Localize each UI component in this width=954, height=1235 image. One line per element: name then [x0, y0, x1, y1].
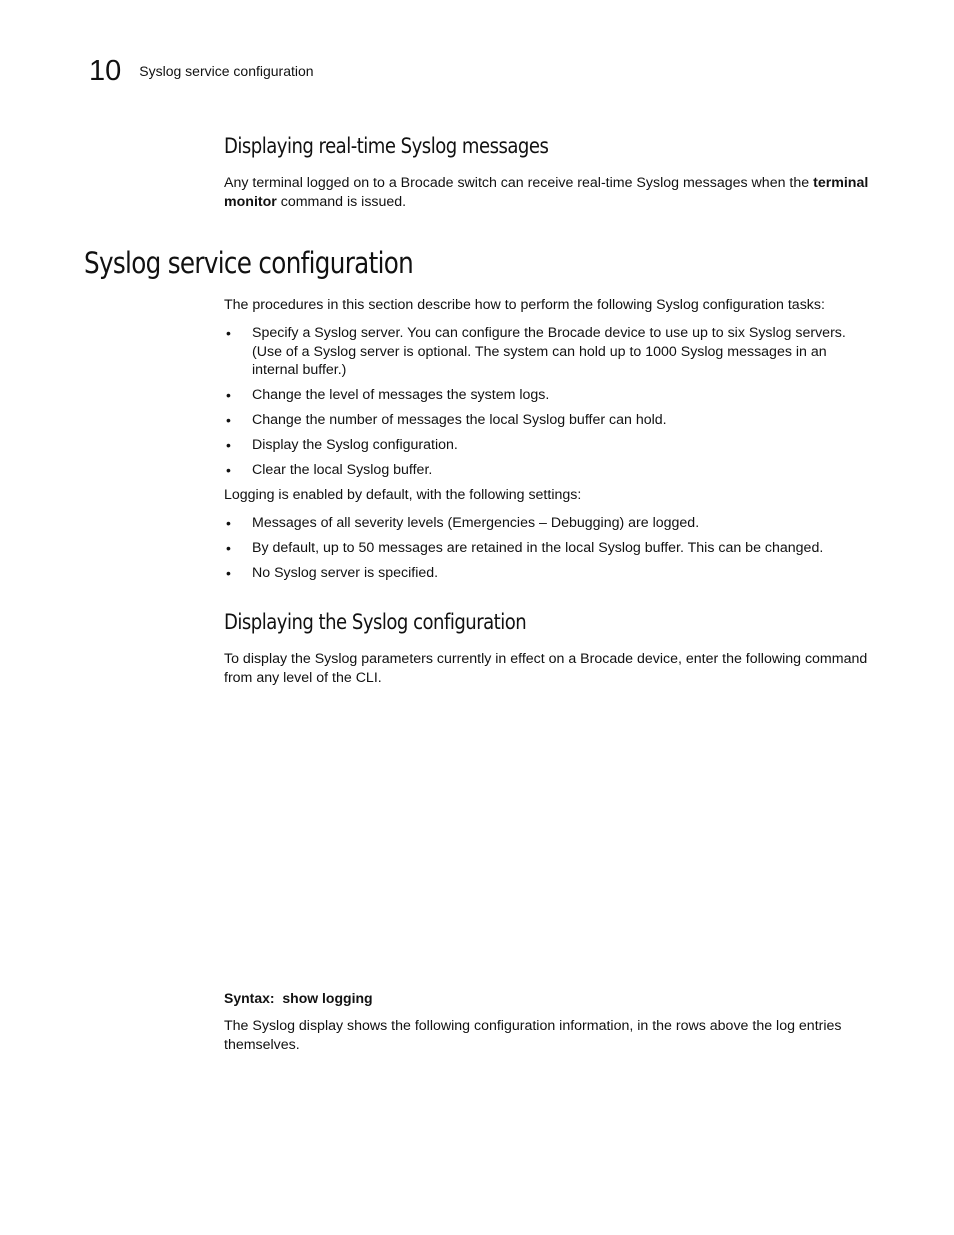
default-setting-item-text: No Syslog server is specified.	[252, 564, 439, 581]
bullet-icon: •	[226, 325, 231, 341]
bullet-icon: •	[226, 539, 231, 556]
task-list-item	[224, 436, 869, 455]
task-list-item-text: Clear the local Syslog buffer.	[252, 462, 433, 479]
syntax-show-logging: Syntax: show logging	[224, 990, 373, 1006]
paragraph-syslog-display-description: The Syslog display shows the following configuration information, in the rows above the log entries themselves.	[224, 1018, 842, 1053]
running-header	[89, 54, 314, 88]
task-list-item-text: Change the number of messages the local Syslog buffer can hold.	[252, 412, 667, 429]
defaults-list	[224, 514, 869, 589]
realtime-text-before: Any terminal logged on to a Brocade switch can receive real-time Syslog messages when the	[224, 175, 814, 191]
heading-realtime-syslog: Displaying real-time Syslog messages	[224, 134, 549, 158]
task-list-item	[224, 324, 869, 380]
bullet-icon: •	[226, 412, 231, 429]
heading-syslog-service-configuration: Syslog service configuration	[84, 246, 414, 280]
heading-displaying-syslog-configuration: Displaying the Syslog configuration	[224, 610, 527, 634]
task-list-item	[224, 386, 869, 405]
paragraph-display-intro: To display the Syslog parameters currently in effect on a Brocade device, enter the following command from any level of the CLI.	[224, 651, 868, 686]
task-list-item	[224, 461, 869, 480]
chapter-number: 10	[89, 55, 122, 87]
task-list-item-text: Change the level of messages the system logs.	[252, 387, 550, 404]
task-list-item	[224, 411, 869, 430]
running-title: Syslog service configuration	[139, 63, 314, 79]
task-list-item-text: Display the Syslog configuration.	[252, 437, 458, 454]
default-setting-item	[224, 539, 869, 558]
bullet-icon: •	[226, 387, 231, 404]
bullet-icon: •	[226, 462, 231, 479]
default-setting-item-text: By default, up to 50 messages are retained in the local Syslog buffer. This can be changed.	[252, 539, 824, 556]
default-setting-item-text: Messages of all severity levels (Emergencies – Debugging) are logged.	[252, 515, 700, 531]
paragraph-realtime-syslog	[224, 174, 874, 211]
paragraph-defaults-intro: Logging is enabled by default, with the following settings:	[224, 487, 582, 503]
bullet-icon: •	[226, 515, 231, 531]
task-list	[224, 324, 869, 486]
default-setting-item	[224, 564, 869, 583]
bullet-icon: •	[226, 437, 231, 454]
command-terminal-monitor: terminal monitor	[224, 175, 869, 210]
default-setting-item	[224, 514, 869, 533]
paragraph-procedures-intro: The procedures in this section describe how to perform the following Syslog configuration tasks:	[224, 297, 825, 313]
bullet-icon: •	[226, 564, 231, 581]
realtime-text-after: command is issued.	[276, 193, 407, 210]
task-list-item-text: Specify a Syslog server. You can configure the Brocade device to use up to six Syslog servers. (Use of a Syslog server is optional. The system can hold up to 1000 Syslog messages in an internal buffer.)	[252, 325, 846, 379]
